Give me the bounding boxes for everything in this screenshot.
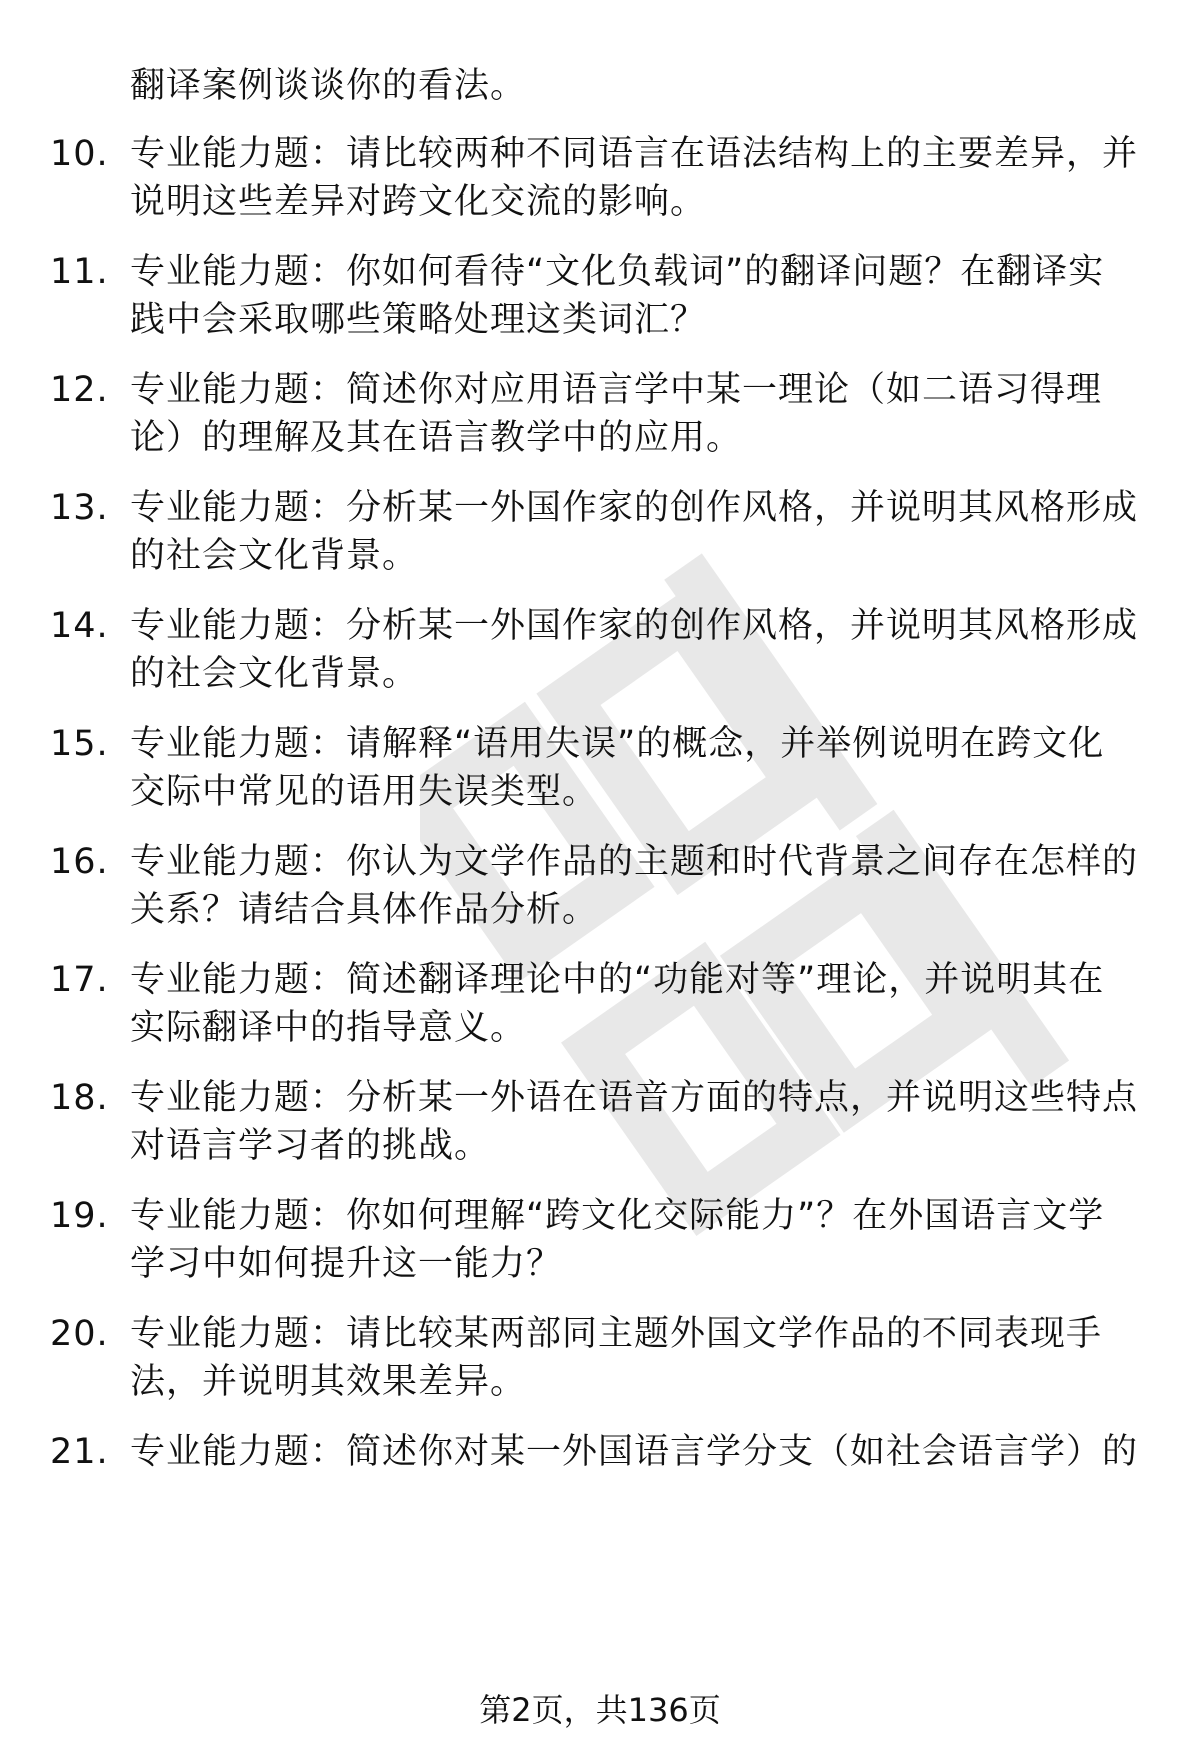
continuation-text: 翻译案例谈谈你的看法。 [130,66,527,106]
question-text: 专业能力题：你如何理解“跨文化交际能力”？在外国语言文学学习中如何提升这一能力？ [130,1196,1105,1284]
question-number: 12. [50,370,109,410]
question-number: 16. [50,842,109,882]
question-text: 专业能力题：分析某一外语在语音方面的特点，并说明这些特点对语言学习者的挑战。 [130,1078,1139,1166]
question-text: 专业能力题：请解释“语用失误”的概念，并举例说明在跨文化交际中常见的语用失误类型。 [130,724,1105,812]
question-text: 专业能力题：请比较两种不同语言在语法结构上的主要差异，并说明这些差异对跨文化交流的影响。 [130,134,1139,222]
question-text: 专业能力题：简述你对应用语言学中某一理论（如二语习得理论）的理解及其在语言教学中的应用。 [130,370,1103,458]
question-number: 14. [50,606,109,646]
question-text: 专业能力题：分析某一外国作家的创作风格，并说明其风格形成的社会文化背景。 [130,488,1139,576]
question-number: 17. [50,960,109,1000]
question-number: 21. [50,1432,109,1472]
question-number: 19. [50,1196,109,1236]
question-number: 20. [50,1314,109,1354]
question-text: 专业能力题：分析某一外国作家的创作风格，并说明其风格形成的社会文化背景。 [130,606,1139,694]
question-text: 专业能力题：你认为文学作品的主题和时代背景之间存在怎样的关系？请结合具体作品分析。 [130,842,1139,930]
question-text: 专业能力题：简述你对某一外国语言学分支（如社会语言学）的 [130,1432,1139,1472]
question-number: 15. [50,724,109,764]
question-text: 专业能力题：你如何看待“文化负载词”的翻译问题？在翻译实践中会采取哪些策略处理这类词汇？ [130,252,1105,340]
question-number: 10. [50,134,109,174]
page-footer: 第2页，共136页 [479,1691,721,1729]
question-text: 专业能力题：简述翻译理论中的“功能对等”理论，并说明其在实际翻译中的指导意义。 [130,960,1105,1048]
question-text: 专业能力题：请比较某两部同主题外国文学作品的不同表现手法，并说明其效果差异。 [130,1314,1103,1402]
question-number: 13. [50,488,109,528]
question-number: 11. [50,252,109,292]
question-number: 18. [50,1078,109,1118]
